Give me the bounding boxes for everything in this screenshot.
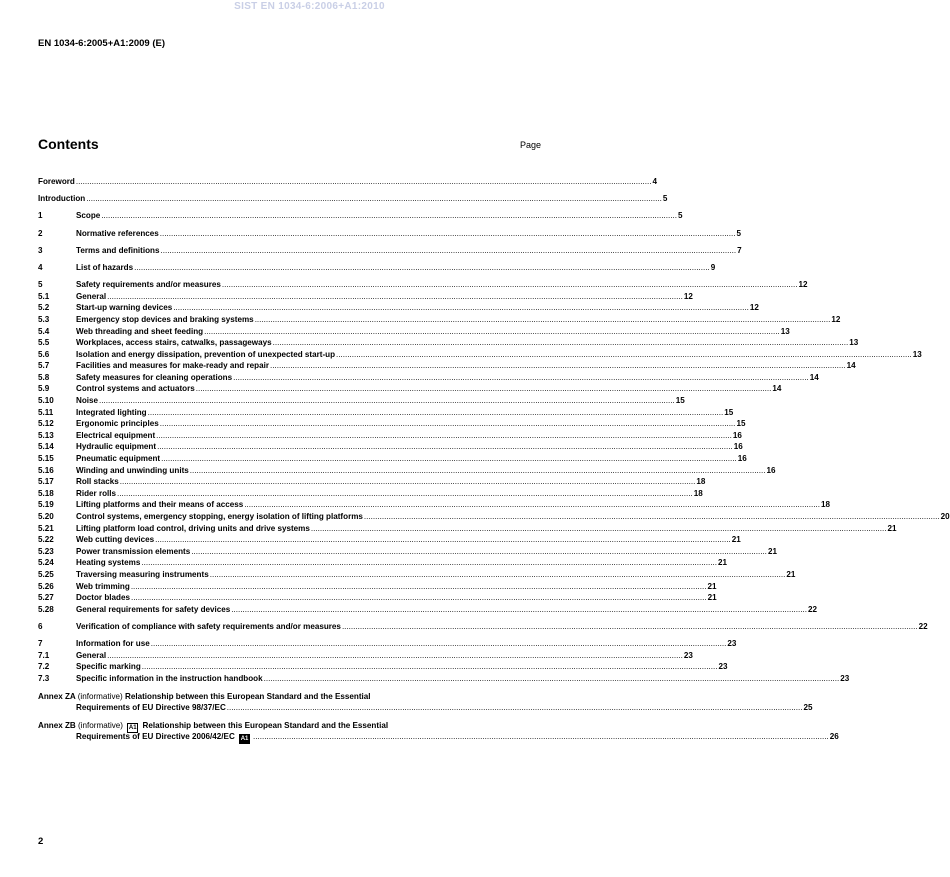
toc-section-title: Workplaces, access stairs, catwalks, passageways — [76, 338, 272, 348]
dot-leader — [76, 176, 652, 188]
dot-leader — [196, 383, 772, 395]
toc-section-title: Control systems, emergency stopping, energy isolation of lifting platforms — [76, 512, 363, 521]
toc-section-number: 5.17 — [38, 477, 54, 487]
toc-entry[interactable] — [38, 383, 782, 395]
toc-section-title: Safety measures for cleaning operations — [76, 372, 233, 382]
toc-section-title: Power transmission elements — [76, 546, 191, 556]
toc-section-number: 5.14 — [38, 442, 54, 452]
toc-section-title: Facilities and measures for make-ready and repair — [76, 361, 269, 371]
toc-page-number: 21 — [707, 593, 717, 603]
toc-entry[interactable] — [38, 262, 716, 274]
toc-section-number: 6 — [38, 621, 43, 631]
dot-leader — [151, 638, 727, 650]
toc-section-title: Isolation and energy dissipation, prevention of unexpected start-up — [76, 349, 336, 359]
toc-section-number: 5.5 — [38, 338, 50, 348]
toc-section-number: 5.18 — [38, 488, 54, 498]
toc-entry[interactable] — [38, 210, 683, 222]
toc-page-number: 23 — [683, 650, 693, 660]
toc-entry[interactable] — [38, 193, 668, 205]
annex-informative: (informative) — [77, 691, 123, 701]
toc-section-number: 5.1 — [38, 291, 50, 301]
toc-section-title: Integrated lighting — [76, 407, 147, 417]
toc-entry[interactable] — [38, 453, 747, 465]
table-of-contents — [38, 176, 950, 743]
dot-leader — [155, 534, 731, 546]
toc-entry[interactable] — [38, 326, 790, 338]
toc-entry[interactable] — [38, 581, 717, 593]
annex-page-number: 26 — [829, 732, 839, 742]
toc-entry[interactable] — [38, 465, 776, 477]
annex-title-line1: Relationship between this European Standard and the Essential — [142, 720, 389, 730]
toc-section-title: Introduction — [38, 194, 86, 204]
toc-entry[interactable] — [38, 604, 817, 616]
toc-section-title: Normative references — [76, 228, 159, 238]
toc-section-title: Noise — [76, 396, 99, 406]
amendment-start-marker-icon: A1 — [128, 724, 137, 731]
toc-page-number: 21 — [887, 523, 897, 533]
toc-section-title: General requirements for safety devices — [76, 604, 231, 614]
toc-page-number: 14 — [846, 361, 856, 371]
toc-entry[interactable] — [38, 418, 746, 430]
toc-entry[interactable] — [38, 279, 808, 291]
toc-section-number: 3 — [38, 245, 43, 255]
toc-section-number: 7 — [38, 639, 43, 649]
dot-leader — [227, 702, 803, 714]
annex-informative: (informative) — [78, 720, 124, 730]
toc-section-number: 5.2 — [38, 303, 50, 313]
toc-section-number: 5.27 — [38, 593, 54, 603]
footer-page-number: 2 — [38, 836, 44, 847]
toc-entry[interactable] — [38, 569, 796, 581]
toc-entry[interactable] — [38, 673, 850, 685]
toc-page-number: 21 — [731, 535, 741, 545]
toc-entry[interactable] — [38, 546, 777, 558]
toc-section-title: Rider rolls — [76, 488, 117, 498]
toc-page-number: 21 — [718, 558, 728, 568]
toc-section-number: 5.16 — [38, 465, 54, 475]
toc-page-number: 13 — [912, 349, 922, 359]
toc-section-title: Pneumatic equipment — [76, 454, 161, 464]
toc-section-title: Doctor blades — [76, 593, 130, 603]
toc-section-title: Web trimming — [76, 581, 130, 591]
dot-leader — [131, 581, 707, 593]
toc-page-number: 5 — [662, 194, 668, 204]
toc-entry[interactable] — [38, 638, 737, 650]
toc-section-title: Web cutting devices — [76, 535, 155, 545]
toc-section-number: 5.28 — [38, 604, 54, 614]
dot-leader — [148, 407, 724, 419]
toc-entry[interactable] — [38, 661, 728, 673]
toc-page-number: 14 — [809, 372, 819, 382]
toc-entry[interactable] — [38, 534, 741, 546]
toc-section-title: Lifting platform load control, driving units and drive systems — [76, 523, 310, 533]
toc-entry[interactable] — [38, 176, 658, 188]
toc-section-number: 5.3 — [38, 314, 50, 324]
toc-entry[interactable] — [38, 441, 743, 453]
toc-entry[interactable] — [38, 476, 706, 488]
toc-section-number: 5.4 — [38, 326, 50, 336]
toc-page-number: 21 — [707, 581, 717, 591]
dot-leader — [173, 302, 749, 314]
toc-section-number: 5.20 — [38, 512, 54, 521]
dot-leader — [311, 523, 887, 535]
dot-leader — [120, 476, 696, 488]
toc-page-number: 22 — [918, 621, 928, 631]
toc-entry[interactable] — [38, 302, 759, 314]
annex-label: Annex ZB — [38, 720, 76, 730]
toc-entry[interactable] — [38, 650, 693, 662]
dot-leader — [131, 592, 707, 604]
toc-entry[interactable] — [38, 523, 897, 535]
dot-leader — [160, 228, 736, 240]
toc-section-number: 7.1 — [38, 650, 50, 660]
toc-page-number: 21 — [767, 546, 777, 556]
dot-leader — [253, 731, 829, 743]
toc-entry[interactable] — [38, 337, 859, 349]
toc-page-number: 18 — [820, 500, 830, 510]
watermark: SIST EN 1034-6:2006+A1:2010 — [234, 1, 385, 12]
toc-section-title: Heating systems — [76, 558, 141, 568]
toc-section-title: Web threading and sheet feeding — [76, 326, 204, 336]
toc-section-number: 5.19 — [38, 500, 54, 510]
toc-section-title: Terms and definitions — [76, 245, 160, 255]
dot-leader — [101, 210, 677, 222]
amendment-end-marker-icon: A1 — [240, 736, 249, 743]
toc-section-number: 5.6 — [38, 349, 50, 359]
toc-section-number: 5 — [38, 280, 43, 290]
toc-section-number: 5.7 — [38, 361, 50, 371]
toc-section-title: Verification of compliance with safety requirements and/or measures — [76, 621, 341, 631]
toc-section-title: Lifting platforms and their means of access — [76, 500, 244, 510]
dot-leader — [161, 245, 737, 257]
toc-section-title: Start-up warning devices — [76, 303, 173, 313]
dot-leader — [142, 661, 718, 673]
toc-entry[interactable] — [38, 592, 717, 604]
toc-page-number: 7 — [737, 245, 742, 255]
toc-section-title: Hydraulic equipment — [76, 442, 157, 452]
toc-page-number: 23 — [718, 662, 728, 672]
toc-entry[interactable] — [38, 291, 693, 303]
toc-section-number: 2 — [38, 228, 43, 238]
dot-leader — [86, 193, 662, 205]
toc-section-number: 7.2 — [38, 662, 50, 672]
annex-title-line2: Requirements of EU Directive 2006/42/EC — [76, 732, 235, 742]
dot-leader — [141, 557, 717, 569]
toc-section-title: Information for use — [76, 639, 150, 649]
dot-leader — [99, 395, 675, 407]
toc-section-number: 5.9 — [38, 384, 50, 394]
dot-leader — [222, 279, 798, 291]
toc-page-number: 12 — [749, 303, 759, 313]
toc-page-number: 12 — [831, 314, 841, 324]
toc-page-number: 16 — [737, 454, 747, 464]
annex-label: Annex ZA — [38, 691, 76, 701]
toc-entry[interactable] — [38, 621, 928, 633]
toc-page-number: 9 — [710, 262, 716, 272]
toc-page-number: 15 — [736, 419, 746, 429]
toc-section-number: 7.3 — [38, 673, 50, 683]
dot-leader — [270, 360, 846, 372]
toc-section-title: Electrical equipment — [76, 430, 156, 440]
dot-leader — [210, 569, 786, 581]
toc-section-title: Emergency stop devices and braking systems — [76, 314, 254, 324]
toc-section-title: General — [76, 291, 107, 301]
toc-page-number: 14 — [772, 384, 782, 394]
toc-page-number: 22 — [807, 604, 817, 614]
toc-entry[interactable] — [38, 360, 856, 372]
dot-leader — [190, 465, 766, 477]
toc-page-number: 15 — [724, 407, 734, 417]
toc-entry[interactable] — [38, 407, 734, 419]
dot-leader — [107, 650, 683, 662]
annex-title-line2: Requirements of EU Directive 98/37/EC — [76, 703, 226, 713]
toc-page-number: 20 — [940, 512, 950, 521]
toc-entry[interactable] — [38, 499, 830, 511]
toc-entry[interactable] — [38, 395, 685, 407]
toc-section-title: Scope — [76, 211, 101, 221]
document-id: EN 1034-6:2005+A1:2009 (E) — [38, 38, 166, 49]
toc-section-number: 1 — [38, 211, 43, 221]
dot-leader — [273, 337, 849, 349]
dot-leader — [233, 372, 809, 384]
toc-section-number: 5.10 — [38, 396, 54, 406]
toc-section-title: Safety requirements and/or measures — [76, 280, 221, 290]
toc-page-number: 4 — [652, 177, 658, 186]
toc-page-number: 12 — [683, 291, 693, 301]
dot-leader — [204, 326, 780, 338]
toc-page-number: 15 — [675, 396, 685, 406]
toc-section-number: 5.25 — [38, 569, 54, 579]
toc-entry[interactable] — [38, 228, 741, 240]
toc-page-number: 18 — [696, 477, 706, 487]
toc-page-number: 5 — [736, 228, 741, 238]
toc-section-title: Roll stacks — [76, 477, 119, 487]
annex-zb-entry[interactable] — [38, 720, 839, 743]
dot-leader — [342, 621, 918, 633]
dot-leader — [244, 499, 820, 511]
toc-page-number: 23 — [840, 673, 850, 683]
dot-leader — [107, 291, 683, 303]
toc-section-number: 5.23 — [38, 546, 54, 556]
dot-leader — [160, 418, 736, 430]
toc-entry[interactable] — [38, 557, 728, 569]
dot-leader — [157, 441, 733, 453]
toc-page-number: 16 — [733, 442, 743, 452]
toc-page-number: 13 — [849, 338, 859, 348]
toc-page-number: 18 — [693, 488, 703, 498]
toc-section-number: 5.24 — [38, 558, 54, 568]
toc-section-title: Control systems and actuators — [76, 384, 195, 394]
toc-entry[interactable] — [38, 511, 950, 523]
dot-leader — [117, 488, 693, 500]
toc-page-number: 5 — [677, 211, 683, 221]
annex-page-number: 25 — [803, 703, 813, 713]
contents-title: Contents — [38, 136, 99, 152]
toc-entry[interactable] — [38, 349, 922, 361]
toc-section-title: Ergonomic principles — [76, 419, 159, 429]
annex-title-line1: Relationship between this European Standard and the Essential — [124, 691, 371, 701]
toc-section-number: 4 — [38, 262, 43, 272]
toc-entry[interactable] — [38, 314, 841, 326]
toc-section-number: 5.21 — [38, 523, 54, 533]
dot-leader — [191, 546, 767, 558]
toc-page-number: 23 — [727, 639, 737, 649]
toc-section-number: 5.12 — [38, 419, 54, 429]
toc-page-number: 21 — [786, 569, 796, 579]
toc-section-title: List of hazards — [76, 262, 134, 272]
toc-section-title: General — [76, 650, 107, 660]
annex-za-entry[interactable] — [38, 691, 813, 714]
toc-page-number: 16 — [766, 465, 776, 475]
toc-section-title: Winding and unwinding units — [76, 465, 189, 475]
toc-page-number: 12 — [798, 280, 808, 290]
toc-section-title: Foreword — [38, 177, 75, 186]
toc-section-number: 5.11 — [38, 407, 54, 417]
dot-leader — [231, 604, 807, 616]
toc-entry[interactable] — [38, 372, 819, 384]
toc-entry[interactable] — [38, 430, 742, 442]
dot-leader — [364, 511, 940, 523]
toc-section-number: 5.15 — [38, 454, 54, 464]
dot-leader — [134, 262, 710, 274]
dot-leader — [156, 430, 732, 442]
dot-leader — [161, 453, 737, 465]
toc-entry[interactable] — [38, 488, 703, 500]
toc-section-number: 5.8 — [38, 372, 50, 382]
toc-section-title: Specific marking — [76, 662, 141, 672]
toc-section-number: 5.22 — [38, 535, 54, 545]
toc-section-number: 5.13 — [38, 430, 54, 440]
toc-entry[interactable] — [38, 245, 742, 257]
toc-section-number: 5.26 — [38, 581, 54, 591]
toc-page-number: 13 — [780, 326, 790, 336]
dot-leader — [255, 314, 831, 326]
page-column-label: Page — [520, 140, 542, 150]
toc-page-number: 16 — [732, 430, 742, 440]
dot-leader — [264, 673, 840, 685]
dot-leader — [336, 349, 912, 361]
toc-section-title: Traversing measuring instruments — [76, 569, 209, 579]
toc-section-title: Specific information in the instruction handbook — [76, 673, 263, 683]
